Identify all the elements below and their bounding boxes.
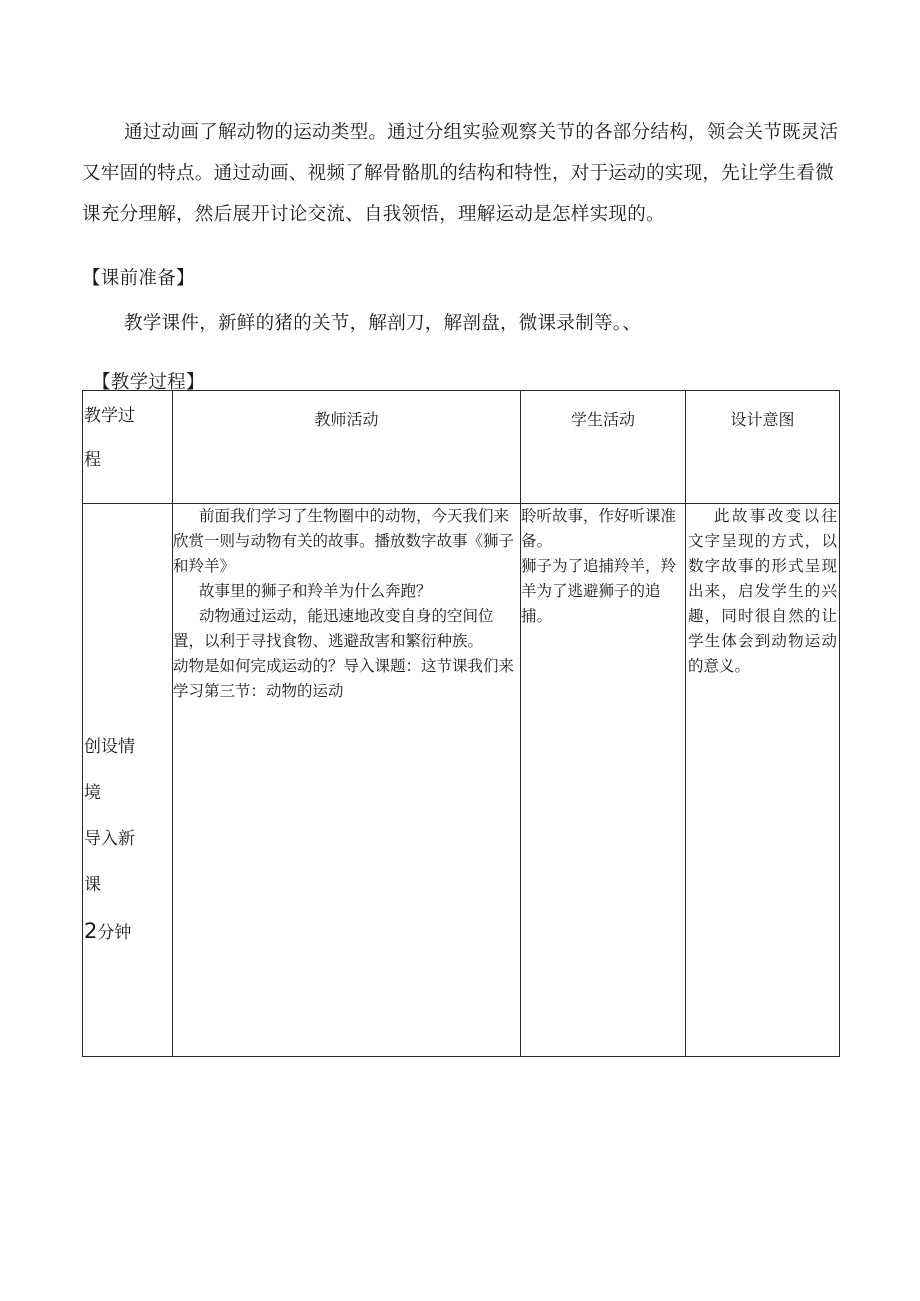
intro-paragraph: 通过动画了解动物的运动类型。通过分组实验观察关节的各部分结构，领会关节既灵活又牢固的特点。通过动画、视频了解骨骼肌的结构和特性，对于运动的实现，先让学生看微课充分理解，然后展开讨论交流、自我领悟，理解运动是怎样实现的。 [82, 122, 839, 225]
duration-unit: 分钟 [97, 923, 132, 943]
duration-number: 2 [84, 919, 98, 943]
prep-text: 教学课件，新鲜的猪的关节，解剖刀，解剖盘，微课录制等。、 [124, 313, 642, 334]
lesson-table [82, 390, 840, 1057]
student-paragraph: 聆听故事，作好听课准备。 [521, 507, 677, 550]
teacher-paragraph: 故事里的狮子和羚羊为什么奔跑？ [199, 582, 432, 600]
header-stage [83, 391, 173, 504]
header-intent: 设计意图 [686, 391, 840, 504]
intent-paragraph: 此故事改变以往文字呈现的方式，以数字故事的形式呈现出来，启发学生的兴趣，同时很自然的让学生体会到动物运动的意义。 [688, 507, 837, 675]
table-header-row [83, 391, 840, 504]
stage-line: 导入新 [84, 829, 135, 849]
stage-duration [84, 908, 172, 956]
header-stage-line1: 教学过 [84, 406, 135, 426]
stage-line: 课 [84, 875, 101, 895]
design-intent-cell [686, 504, 840, 1057]
teacher-paragraph: 动物是如何完成运动的？导入课题：这节课我们来学习第三节：动物的运动 [173, 657, 515, 700]
prep-heading: 【课前准备】 [82, 268, 195, 289]
stage-line: 创设情 [84, 737, 135, 757]
header-stage-line2: 程 [84, 450, 101, 470]
header-student: 学生活动 [521, 391, 686, 504]
stage-line: 境 [84, 783, 101, 803]
teacher-activity-cell [173, 504, 521, 1057]
table-row [83, 504, 840, 1057]
stage-cell [83, 504, 173, 1057]
teacher-paragraph: 动物通过运动，能迅速地改变自身的空间位置，以利于寻找食物、逃避敌害和繁衍种族。 [173, 607, 494, 650]
header-teacher: 教师活动 [173, 391, 521, 504]
teacher-paragraph: 前面我们学习了生物圈中的动物，今天我们来欣赏一则与动物有关的故事。播放数字故事《狮子和羚羊》 [173, 507, 515, 575]
student-paragraph: 狮子为了追捕羚羊，羚羊为了逃避狮子的追捕。 [521, 557, 677, 625]
student-activity-cell [521, 504, 686, 1057]
process-heading: 【教学过程】 [92, 372, 205, 393]
